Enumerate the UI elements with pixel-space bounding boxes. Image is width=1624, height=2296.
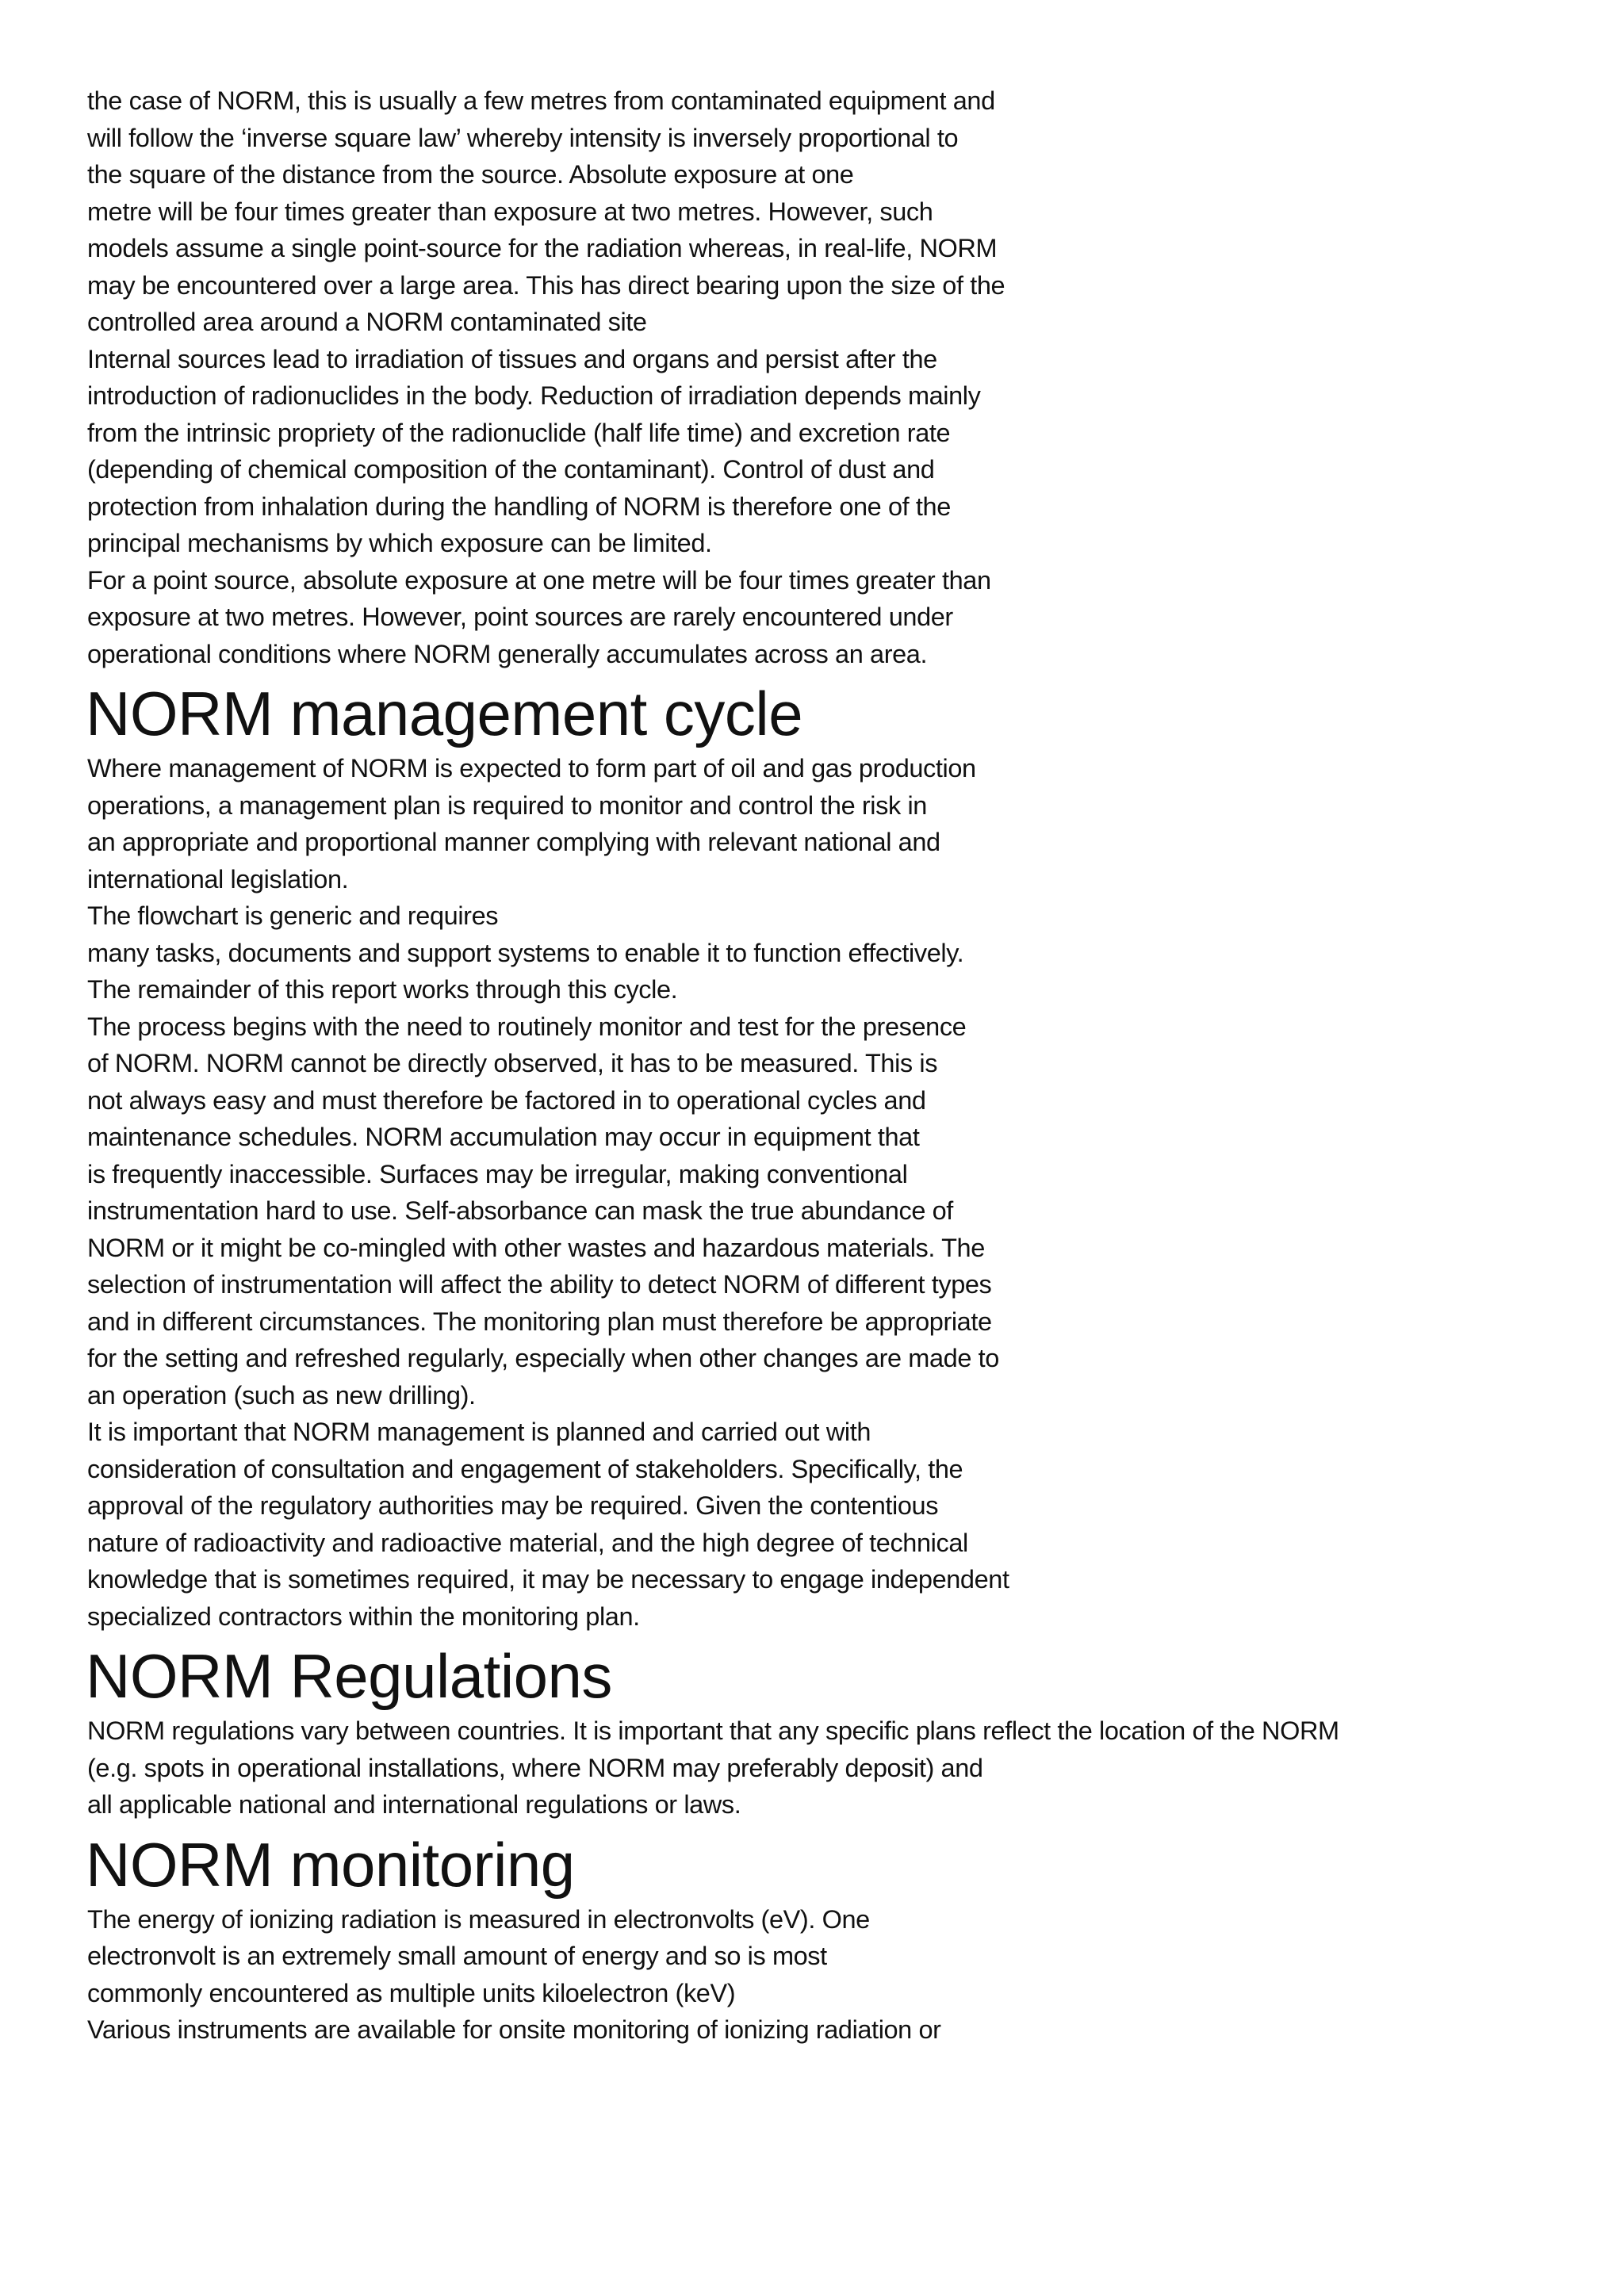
- body-text-line: knowledge that is sometimes required, it may be necessary to engage independent: [87, 1565, 1009, 1594]
- body-text-line: models assume a single point-source for the radiation whereas, in real-life, NORM: [87, 234, 998, 262]
- body-text-line: nature of radioactivity and radioactive material, and the high degree of technical: [87, 1528, 968, 1557]
- body-text-line: will follow the ‘inverse square law’ whereby intensity is inversely proportional to: [87, 123, 959, 152]
- body-text-line: many tasks, documents and support systems to enable it to function effectively.: [87, 938, 964, 967]
- body-text-line: (depending of chemical composition of the contaminant). Control of dust and: [87, 455, 935, 484]
- body-text-line: is frequently inaccessible. Surfaces may be irregular, making conventional: [87, 1159, 908, 1188]
- body-text-line: the case of NORM, this is usually a few metres from contaminated equipment and: [87, 86, 995, 115]
- body-text-line: not always easy and must therefore be factored in to operational cycles and: [87, 1085, 926, 1115]
- body-text-line: It is important that NORM management is planned and carried out with: [87, 1418, 871, 1446]
- body-text-line: the square of the distance from the source. Absolute exposure at one: [87, 160, 854, 189]
- body-text-line: The process begins with the need to routinely monitor and test for the presence: [87, 1012, 967, 1041]
- body-text-line: controlled area around a NORM contaminated site: [87, 308, 647, 336]
- body-text-line: exposure at two metres. However, point sources are rarely encountered under: [87, 603, 953, 631]
- body-text-line: NORM regulations vary between countries. It is important that any specific plans reflect the location of the NORM: [87, 1716, 1339, 1745]
- body-text-line: introduction of radionuclides in the body. Reduction of irradiation depends mainly: [87, 381, 981, 410]
- body-text-line: Various instruments are available for onsite monitoring of ionizing radiation or: [87, 2015, 941, 2044]
- management-cycle-section: [87, 677, 1578, 1635]
- body-text-line: metre will be four times greater than exposure at two metres. However, such: [87, 197, 933, 226]
- monitoring-section: [87, 1828, 1578, 2049]
- body-text-line: The energy of ionizing radiation is measured in electronvolts (eV). One: [87, 1904, 870, 1934]
- body-text-line: instrumentation hard to use. Self-absorbance can mask the true abundance of: [87, 1196, 953, 1225]
- section-heading-management-cycle: NORM management cycle: [86, 679, 803, 748]
- body-text-line: The remainder of this report works through this cycle.: [87, 975, 678, 1004]
- body-text-line: may be encountered over a large area. This has direct bearing upon the size of the: [87, 270, 1005, 300]
- body-text-line: (e.g. spots in operational installations, where NORM may preferably deposit) and: [87, 1753, 983, 1782]
- body-text-line: commonly encountered as multiple units kiloelectron (keV): [87, 1978, 736, 2007]
- intro-section: [87, 82, 1578, 672]
- body-text-line: maintenance schedules. NORM accumulation may occur in equipment that: [87, 1123, 920, 1151]
- body-text-line: all applicable national and international regulations or laws.: [87, 1790, 741, 1819]
- regulations-section: [87, 1640, 1578, 1823]
- body-text-line: and in different circumstances. The monitoring plan must therefore be appropriate: [87, 1307, 992, 1336]
- body-text-line: from the intrinsic propriety of the radionuclide (half life time) and excretion rate: [87, 418, 951, 447]
- body-text-line: an appropriate and proportional manner complying with relevant national and: [87, 828, 940, 856]
- body-text-line: principal mechanisms by which exposure can be limited.: [87, 529, 712, 557]
- body-text-line: approval of the regulatory authorities may be required. Given the contentious: [87, 1491, 939, 1520]
- body-text-line: for the setting and refreshed regularly, especially when other changes are made to: [87, 1344, 999, 1372]
- body-text-line: Internal sources lead to irradiation of tissues and organs and persist after the: [87, 344, 937, 373]
- body-text-line: The flowchart is generic and requires: [87, 901, 499, 930]
- body-text-line: consideration of consultation and engagement of stakeholders. Specifically, the: [87, 1454, 963, 1483]
- section-heading-monitoring: NORM monitoring: [86, 1829, 575, 1900]
- body-text-line: international legislation.: [87, 864, 349, 894]
- body-text-line: selection of instrumentation will affect the ability to detect NORM of different types: [87, 1270, 992, 1299]
- section-heading-regulations: NORM Regulations: [86, 1641, 612, 1711]
- body-text-line: electronvolt is an extremely small amount of energy and so is most: [87, 1942, 827, 1970]
- body-text-line: protection from inhalation during the handling of NORM is therefore one of the: [87, 492, 951, 521]
- body-text-line: operational conditions where NORM generally accumulates across an area.: [87, 639, 928, 668]
- body-text-line: an operation (such as new drilling).: [87, 1380, 476, 1410]
- body-text-line: For a point source, absolute exposure at one metre will be four times greater than: [87, 565, 991, 595]
- body-text-line: operations, a management plan is required to monitor and control the risk in: [87, 790, 927, 820]
- body-text-line: NORM or it might be co-mingled with other wastes and hazardous materials. The: [87, 1233, 985, 1262]
- body-text-line: Where management of NORM is expected to form part of oil and gas production: [87, 754, 976, 783]
- body-text-line: specialized contractors within the monitoring plan.: [87, 1601, 640, 1631]
- body-text-line: of NORM. NORM cannot be directly observed, it has to be measured. This is: [87, 1049, 938, 1077]
- document-page: [87, 82, 1578, 2049]
